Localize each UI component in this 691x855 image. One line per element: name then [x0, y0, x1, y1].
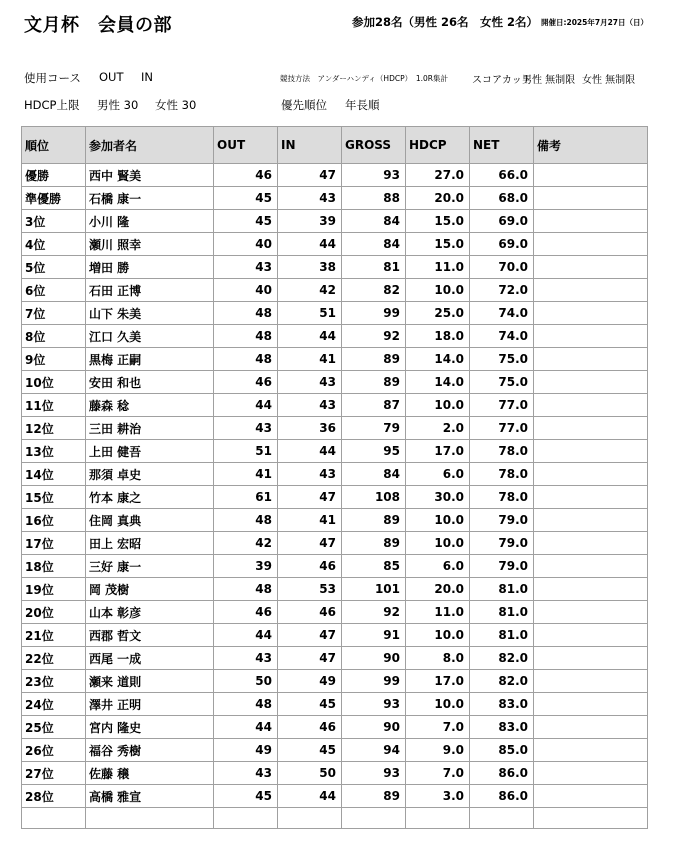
out-score-cell: 61 — [214, 486, 278, 509]
gross-score-cell: 89 — [342, 532, 406, 555]
player-name-cell: 佐藤 穣 — [86, 762, 214, 785]
table-row — [22, 601, 648, 624]
net-score-cell: 82.0 — [470, 647, 534, 670]
rank-cell: 9位 — [22, 348, 86, 371]
net-score-cell: 74.0 — [470, 325, 534, 348]
net-score-cell: 86.0 — [470, 785, 534, 808]
gross-score-cell: 82 — [342, 279, 406, 302]
rank-cell: 19位 — [22, 578, 86, 601]
gross-score-cell: 91 — [342, 624, 406, 647]
gross-score-cell: 92 — [342, 325, 406, 348]
net-score-cell: 69.0 — [470, 233, 534, 256]
in-score-cell: 44 — [278, 325, 342, 348]
player-name-cell: 瀬来 道則 — [86, 670, 214, 693]
note-cell — [534, 233, 648, 256]
player-name-cell: 高橋 雅宣 — [86, 785, 214, 808]
in-score-cell: 51 — [278, 302, 342, 325]
table-row — [22, 716, 648, 739]
in-score-cell: 43 — [278, 187, 342, 210]
player-name-cell: 藤森 稔 — [86, 394, 214, 417]
net-score-cell: 79.0 — [470, 555, 534, 578]
table-row — [22, 532, 648, 555]
empty-cell — [342, 808, 406, 829]
gross-score-cell: 84 — [342, 463, 406, 486]
out-score-cell: 46 — [214, 371, 278, 394]
empty-cell — [534, 808, 648, 829]
col-header-notes: 備考 — [534, 127, 648, 164]
empty-cell — [406, 808, 470, 829]
note-cell — [534, 210, 648, 233]
in-score-cell: 46 — [278, 601, 342, 624]
gross-score-cell: 90 — [342, 716, 406, 739]
player-name-cell: 山本 彰彦 — [86, 601, 214, 624]
hdcp-cell: 20.0 — [406, 187, 470, 210]
hdcp-cell: 14.0 — [406, 371, 470, 394]
player-name-cell: 小川 隆 — [86, 210, 214, 233]
rank-cell: 15位 — [22, 486, 86, 509]
player-name-cell: 福谷 秀樹 — [86, 739, 214, 762]
priority-label: 優先順位 — [281, 98, 327, 112]
out-score-cell: 51 — [214, 440, 278, 463]
hdcp-cell: 10.0 — [406, 532, 470, 555]
hdcp-limit-male: 男性 30 — [97, 98, 139, 112]
competition-method: 競技方法 アンダーハンディ（HDCP） 1.0R集計 — [280, 74, 448, 83]
net-score-cell: 78.0 — [470, 440, 534, 463]
table-row — [22, 164, 648, 187]
table-row — [22, 785, 648, 808]
rank-cell: 12位 — [22, 417, 86, 440]
hdcp-cell: 6.0 — [406, 463, 470, 486]
net-score-cell: 75.0 — [470, 371, 534, 394]
gross-score-cell: 89 — [342, 785, 406, 808]
net-score-cell: 66.0 — [470, 164, 534, 187]
table-row — [22, 210, 648, 233]
hdcp-cell: 10.0 — [406, 394, 470, 417]
table-header-row — [22, 127, 648, 164]
gross-score-cell: 93 — [342, 164, 406, 187]
col-header-out: OUT — [214, 127, 278, 164]
results-body — [22, 164, 648, 829]
note-cell — [534, 693, 648, 716]
rank-cell: 24位 — [22, 693, 86, 716]
player-name-cell: 石田 正博 — [86, 279, 214, 302]
in-score-cell: 53 — [278, 578, 342, 601]
out-score-cell: 43 — [214, 762, 278, 785]
table-row — [22, 325, 648, 348]
hdcp-cell: 3.0 — [406, 785, 470, 808]
table-row — [22, 693, 648, 716]
out-score-cell: 43 — [214, 647, 278, 670]
gross-score-cell: 89 — [342, 371, 406, 394]
gross-score-cell: 108 — [342, 486, 406, 509]
gross-score-cell: 88 — [342, 187, 406, 210]
out-score-cell: 48 — [214, 302, 278, 325]
hdcp-cell: 14.0 — [406, 348, 470, 371]
hdcp-cell: 25.0 — [406, 302, 470, 325]
net-score-cell: 85.0 — [470, 739, 534, 762]
table-row — [22, 302, 648, 325]
in-score-cell: 38 — [278, 256, 342, 279]
in-score-cell: 43 — [278, 463, 342, 486]
player-name-cell: 三好 康一 — [86, 555, 214, 578]
table-row — [22, 233, 648, 256]
net-score-cell: 81.0 — [470, 601, 534, 624]
hdcp-cell: 11.0 — [406, 601, 470, 624]
event-date: 開催日:2025年7月27日（日） — [541, 18, 649, 27]
hdcp-cell: 30.0 — [406, 486, 470, 509]
rank-cell: 22位 — [22, 647, 86, 670]
in-score-cell: 41 — [278, 509, 342, 532]
table-row — [22, 624, 648, 647]
in-score-cell: 47 — [278, 647, 342, 670]
hdcp-cell: 2.0 — [406, 417, 470, 440]
gross-score-cell: 101 — [342, 578, 406, 601]
player-name-cell: 上田 健吾 — [86, 440, 214, 463]
hdcp-limit-female: 女性 30 — [155, 98, 197, 112]
table-row — [22, 463, 648, 486]
net-score-cell: 78.0 — [470, 486, 534, 509]
rank-cell: 17位 — [22, 532, 86, 555]
table-row — [22, 486, 648, 509]
out-score-cell: 48 — [214, 693, 278, 716]
score-cut-female: 女性 無制限 — [582, 75, 636, 86]
out-score-cell: 46 — [214, 164, 278, 187]
in-score-cell: 44 — [278, 233, 342, 256]
table-row — [22, 509, 648, 532]
in-score-cell: 36 — [278, 417, 342, 440]
hdcp-cell: 20.0 — [406, 578, 470, 601]
gross-score-cell: 87 — [342, 394, 406, 417]
player-name-cell: 西尾 一成 — [86, 647, 214, 670]
in-score-cell: 46 — [278, 555, 342, 578]
rank-cell: 26位 — [22, 739, 86, 762]
rank-cell: 18位 — [22, 555, 86, 578]
hdcp-cell: 17.0 — [406, 440, 470, 463]
course-out: OUT — [99, 70, 124, 84]
net-score-cell: 79.0 — [470, 509, 534, 532]
note-cell — [534, 762, 648, 785]
gross-score-cell: 99 — [342, 302, 406, 325]
course-label: 使用コース — [24, 71, 81, 85]
rank-cell: 13位 — [22, 440, 86, 463]
col-header-rank: 順位 — [22, 127, 86, 164]
rank-cell: 14位 — [22, 463, 86, 486]
rank-cell: 25位 — [22, 716, 86, 739]
hdcp-cell: 11.0 — [406, 256, 470, 279]
in-score-cell: 42 — [278, 279, 342, 302]
note-cell — [534, 624, 648, 647]
in-score-cell: 46 — [278, 716, 342, 739]
empty-cell — [22, 808, 86, 829]
player-name-cell: 岡 茂樹 — [86, 578, 214, 601]
net-score-cell: 79.0 — [470, 532, 534, 555]
score-cut-label: スコアカット — [472, 75, 532, 86]
col-header-net: NET — [470, 127, 534, 164]
net-score-cell: 69.0 — [470, 210, 534, 233]
note-cell — [534, 578, 648, 601]
player-name-cell: 石橋 康一 — [86, 187, 214, 210]
col-header-in: IN — [278, 127, 342, 164]
net-score-cell: 70.0 — [470, 256, 534, 279]
empty-cell — [470, 808, 534, 829]
out-score-cell: 40 — [214, 279, 278, 302]
hdcp-cell: 7.0 — [406, 762, 470, 785]
net-score-cell: 82.0 — [470, 670, 534, 693]
note-cell — [534, 187, 648, 210]
rank-cell: 3位 — [22, 210, 86, 233]
player-name-cell: 増田 勝 — [86, 256, 214, 279]
table-row — [22, 187, 648, 210]
note-cell — [534, 463, 648, 486]
table-row — [22, 256, 648, 279]
player-name-cell: 黒梅 正嗣 — [86, 348, 214, 371]
out-score-cell: 45 — [214, 187, 278, 210]
note-cell — [534, 785, 648, 808]
out-score-cell: 48 — [214, 578, 278, 601]
hdcp-limit-label: HDCP上限 — [24, 98, 80, 112]
gross-score-cell: 92 — [342, 601, 406, 624]
gross-score-cell: 85 — [342, 555, 406, 578]
gross-score-cell: 90 — [342, 647, 406, 670]
rank-cell: 準優勝 — [22, 187, 86, 210]
note-cell — [534, 348, 648, 371]
table-row — [22, 417, 648, 440]
in-score-cell: 45 — [278, 739, 342, 762]
in-score-cell: 50 — [278, 762, 342, 785]
table-row — [22, 394, 648, 417]
in-score-cell: 49 — [278, 670, 342, 693]
player-name-cell: 竹本 康之 — [86, 486, 214, 509]
note-cell — [534, 532, 648, 555]
net-score-cell: 81.0 — [470, 624, 534, 647]
priority-value: 年長順 — [345, 98, 380, 112]
net-score-cell: 78.0 — [470, 463, 534, 486]
note-cell — [534, 164, 648, 187]
note-cell — [534, 555, 648, 578]
gross-score-cell: 95 — [342, 440, 406, 463]
hdcp-cell: 15.0 — [406, 210, 470, 233]
out-score-cell: 49 — [214, 739, 278, 762]
rank-cell: 6位 — [22, 279, 86, 302]
net-score-cell: 83.0 — [470, 693, 534, 716]
table-row — [22, 578, 648, 601]
in-score-cell: 47 — [278, 532, 342, 555]
hdcp-cell: 8.0 — [406, 647, 470, 670]
out-score-cell: 39 — [214, 555, 278, 578]
score-cut-male: 男性 無制限 — [522, 75, 576, 86]
player-name-cell: 江口 久美 — [86, 325, 214, 348]
player-name-cell: 西中 賢美 — [86, 164, 214, 187]
out-score-cell: 44 — [214, 716, 278, 739]
out-score-cell: 48 — [214, 348, 278, 371]
results-table — [21, 126, 648, 829]
hdcp-cell: 18.0 — [406, 325, 470, 348]
col-header-gross: GROSS — [342, 127, 406, 164]
hdcp-cell: 10.0 — [406, 279, 470, 302]
gross-score-cell: 89 — [342, 348, 406, 371]
note-cell — [534, 486, 648, 509]
table-row — [22, 762, 648, 785]
in-score-cell: 43 — [278, 371, 342, 394]
out-score-cell: 40 — [214, 233, 278, 256]
hdcp-cell: 6.0 — [406, 555, 470, 578]
net-score-cell: 68.0 — [470, 187, 534, 210]
gross-score-cell: 79 — [342, 417, 406, 440]
note-cell — [534, 302, 648, 325]
rank-cell: 16位 — [22, 509, 86, 532]
rank-cell: 28位 — [22, 785, 86, 808]
in-score-cell: 45 — [278, 693, 342, 716]
gross-score-cell: 94 — [342, 739, 406, 762]
hdcp-cell: 10.0 — [406, 624, 470, 647]
out-score-cell: 43 — [214, 417, 278, 440]
player-name-cell: 西郡 哲文 — [86, 624, 214, 647]
player-name-cell: 安田 和也 — [86, 371, 214, 394]
rank-cell: 11位 — [22, 394, 86, 417]
hdcp-cell: 27.0 — [406, 164, 470, 187]
net-score-cell: 86.0 — [470, 762, 534, 785]
table-row — [22, 739, 648, 762]
gross-score-cell: 93 — [342, 762, 406, 785]
in-score-cell: 41 — [278, 348, 342, 371]
rank-cell: 27位 — [22, 762, 86, 785]
page-title: 文月杯 会員の部 — [24, 15, 172, 36]
net-score-cell: 72.0 — [470, 279, 534, 302]
empty-cell — [214, 808, 278, 829]
empty-cell — [86, 808, 214, 829]
note-cell — [534, 256, 648, 279]
hdcp-cell: 7.0 — [406, 716, 470, 739]
note-cell — [534, 325, 648, 348]
out-score-cell: 48 — [214, 509, 278, 532]
net-score-cell: 77.0 — [470, 394, 534, 417]
net-score-cell: 74.0 — [470, 302, 534, 325]
gross-score-cell: 93 — [342, 693, 406, 716]
net-score-cell: 77.0 — [470, 417, 534, 440]
out-score-cell: 48 — [214, 325, 278, 348]
hdcp-cell: 15.0 — [406, 233, 470, 256]
out-score-cell: 44 — [214, 394, 278, 417]
player-name-cell: 三田 耕治 — [86, 417, 214, 440]
hdcp-cell: 10.0 — [406, 693, 470, 716]
hdcp-cell: 9.0 — [406, 739, 470, 762]
note-cell — [534, 279, 648, 302]
note-cell — [534, 670, 648, 693]
note-cell — [534, 509, 648, 532]
out-score-cell: 44 — [214, 624, 278, 647]
hdcp-cell: 10.0 — [406, 509, 470, 532]
note-cell — [534, 739, 648, 762]
table-row — [22, 440, 648, 463]
out-score-cell: 45 — [214, 785, 278, 808]
table-row — [22, 647, 648, 670]
table-row — [22, 279, 648, 302]
out-score-cell: 45 — [214, 210, 278, 233]
net-score-cell: 81.0 — [470, 578, 534, 601]
in-score-cell: 44 — [278, 785, 342, 808]
in-score-cell: 47 — [278, 164, 342, 187]
gross-score-cell: 81 — [342, 256, 406, 279]
in-score-cell: 44 — [278, 440, 342, 463]
rank-cell: 5位 — [22, 256, 86, 279]
col-header-name: 参加者名 — [86, 127, 214, 164]
table-row — [22, 348, 648, 371]
note-cell — [534, 601, 648, 624]
out-score-cell: 50 — [214, 670, 278, 693]
player-name-cell: 瀬川 照幸 — [86, 233, 214, 256]
gross-score-cell: 99 — [342, 670, 406, 693]
table-row — [22, 555, 648, 578]
player-name-cell: 澤井 正明 — [86, 693, 214, 716]
gross-score-cell: 84 — [342, 210, 406, 233]
out-score-cell: 41 — [214, 463, 278, 486]
table-row — [22, 670, 648, 693]
participant-count: 参加28名（男性 26名 女性 2名） — [352, 15, 539, 29]
note-cell — [534, 371, 648, 394]
note-cell — [534, 716, 648, 739]
table-row — [22, 371, 648, 394]
in-score-cell: 39 — [278, 210, 342, 233]
note-cell — [534, 647, 648, 670]
net-score-cell: 83.0 — [470, 716, 534, 739]
empty-row — [22, 808, 648, 829]
col-header-hdcp: HDCP — [406, 127, 470, 164]
in-score-cell: 47 — [278, 624, 342, 647]
player-name-cell: 山下 朱美 — [86, 302, 214, 325]
out-score-cell: 46 — [214, 601, 278, 624]
out-score-cell: 43 — [214, 256, 278, 279]
rank-cell: 優勝 — [22, 164, 86, 187]
empty-cell — [278, 808, 342, 829]
rank-cell: 23位 — [22, 670, 86, 693]
in-score-cell: 43 — [278, 394, 342, 417]
hdcp-cell: 17.0 — [406, 670, 470, 693]
rank-cell: 4位 — [22, 233, 86, 256]
note-cell — [534, 394, 648, 417]
course-in: IN — [141, 70, 153, 84]
rank-cell: 10位 — [22, 371, 86, 394]
rank-cell: 21位 — [22, 624, 86, 647]
player-name-cell: 宮内 隆史 — [86, 716, 214, 739]
note-cell — [534, 440, 648, 463]
out-score-cell: 42 — [214, 532, 278, 555]
gross-score-cell: 84 — [342, 233, 406, 256]
in-score-cell: 47 — [278, 486, 342, 509]
net-score-cell: 75.0 — [470, 348, 534, 371]
player-name-cell: 田上 宏昭 — [86, 532, 214, 555]
player-name-cell: 那須 卓史 — [86, 463, 214, 486]
player-name-cell: 住岡 真典 — [86, 509, 214, 532]
rank-cell: 20位 — [22, 601, 86, 624]
gross-score-cell: 89 — [342, 509, 406, 532]
note-cell — [534, 417, 648, 440]
rank-cell: 7位 — [22, 302, 86, 325]
rank-cell: 8位 — [22, 325, 86, 348]
